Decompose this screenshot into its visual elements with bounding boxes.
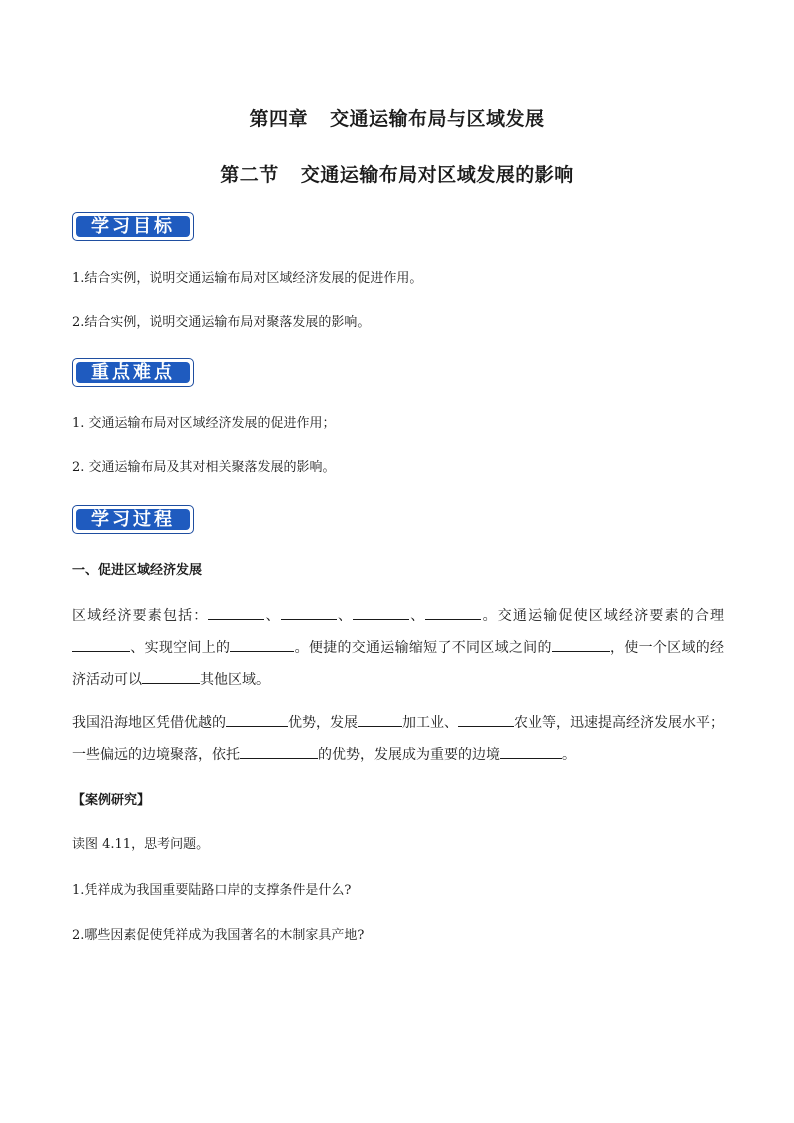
fill-blank[interactable] xyxy=(500,744,562,759)
key-point-item: 2. 交通运输布局及其对相关聚落发展的影响。 xyxy=(72,460,336,475)
economy-paragraph: 区域经济要素包括： 、 、 、 。交通运输促使区域经济要素的合理、实现空间上的 。便捷的交通运输缩短了不同区域之间的 ，使一个区域的经济活动可以 其他区域。 xyxy=(72,600,724,696)
section-heading: 一、促进区域经济发展 xyxy=(72,563,203,578)
objective-item: 2.结合实例，说明交通运输布局对聚落发展的影响。 xyxy=(72,315,371,330)
section-title xyxy=(0,160,794,187)
objectives-badge-label: 学习目标 xyxy=(76,216,190,237)
fill-blank[interactable] xyxy=(142,669,200,684)
chapter-number: 第四章 xyxy=(249,108,308,130)
process-badge-label: 学习过程 xyxy=(76,509,190,530)
fill-blank[interactable] xyxy=(425,605,481,620)
chapter-name: 交通运输布局与区域发展 xyxy=(330,108,545,130)
key-point-item: 1. 交通运输布局对区域经济发展的促进作用； xyxy=(72,416,336,431)
fill-blank[interactable] xyxy=(358,712,402,727)
fill-blank[interactable] xyxy=(230,637,294,652)
key-points-badge xyxy=(72,358,194,387)
objectives-badge xyxy=(72,212,194,241)
case-study-question: 1.凭祥成为我国重要陆路口岸的支撑条件是什么? xyxy=(72,883,352,898)
key-points-badge-label: 重点难点 xyxy=(76,362,190,383)
fill-blank[interactable] xyxy=(353,605,409,620)
fill-blank[interactable] xyxy=(208,605,264,620)
fill-blank[interactable] xyxy=(552,637,610,652)
objective-item: 1.结合实例，说明交通运输布局对区域经济发展的促进作用。 xyxy=(72,271,423,286)
coastal-paragraph: 我国沿海地区凭借优越的 优势，发展 加工业、 农业等，迅速提高经济发展水平；一些偏远的边境聚落，依托 的优势，发展成为重要的边境 。 xyxy=(72,707,724,771)
section-name: 交通运输布局对区域发展的影响 xyxy=(300,164,574,186)
fill-blank[interactable] xyxy=(281,605,337,620)
fill-blank[interactable] xyxy=(226,712,288,727)
case-study-heading: 【案例研究】 xyxy=(72,793,151,808)
case-study-question: 2.哪些因素促使凭祥成为我国著名的木制家具产地? xyxy=(72,928,365,943)
fill-blank[interactable] xyxy=(240,744,318,759)
fill-blank[interactable] xyxy=(458,712,514,727)
section-number: 第二节 xyxy=(220,164,279,186)
process-badge xyxy=(72,505,194,534)
case-study-intro: 读图 4.11，思考问题。 xyxy=(72,837,210,852)
fill-blank[interactable] xyxy=(72,637,130,652)
chapter-title xyxy=(0,104,794,131)
